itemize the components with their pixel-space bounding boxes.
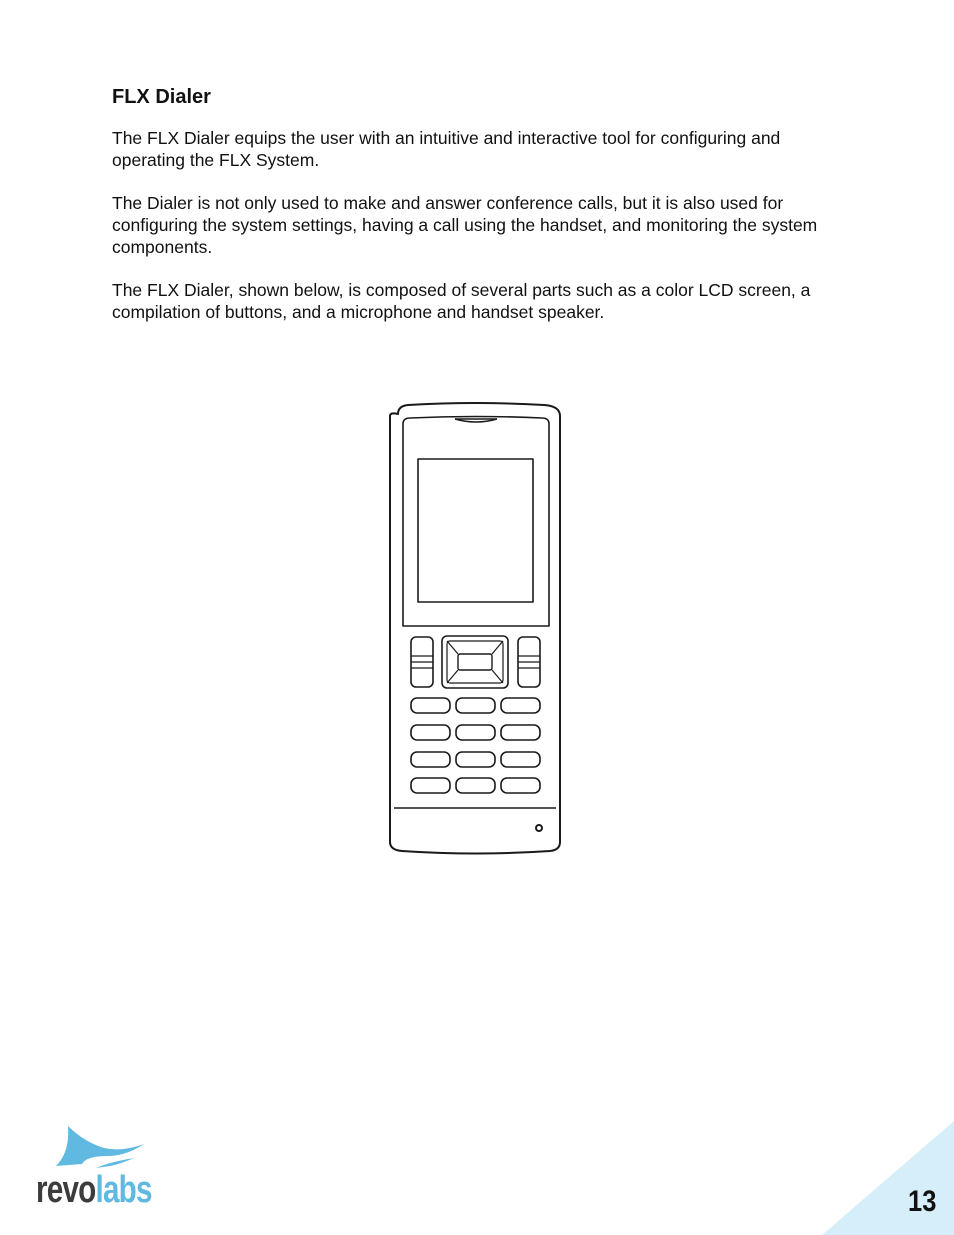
paragraph-intro: The FLX Dialer equips the user with an intuitive and interactive tool for configuring and operating the FLX System. <box>112 128 781 170</box>
logo-text-revo: revo <box>36 1169 96 1211</box>
key <box>501 752 540 767</box>
key <box>456 725 495 740</box>
screen-bezel <box>403 417 549 627</box>
key <box>456 778 495 793</box>
main-content <box>112 84 842 344</box>
key <box>411 778 450 793</box>
key <box>456 698 495 713</box>
lcd-screen <box>418 459 533 602</box>
key <box>411 725 450 740</box>
key <box>501 725 540 740</box>
keypad <box>411 698 540 793</box>
right-soft-key <box>518 637 540 687</box>
dialer-body-outline <box>390 403 560 854</box>
key <box>456 752 495 767</box>
left-soft-key <box>411 637 433 687</box>
microphone-icon <box>536 825 542 831</box>
revolabs-logo-text <box>36 1168 152 1212</box>
navigation-pad <box>442 636 508 688</box>
section-title: FLX Dialer <box>112 86 211 108</box>
key <box>411 698 450 713</box>
paragraph-parts: The FLX Dialer, shown below, is composed of several parts such as a color LCD screen, a compilation of buttons, and a microphone and handset speaker. <box>112 280 811 322</box>
paragraph-usage: The Dialer is not only used to make and answer conference calls, but it is also used for configuring the system settings, having a call using the handset, and monitoring the system components. <box>112 193 818 257</box>
key <box>411 752 450 767</box>
key <box>501 698 540 713</box>
key <box>501 778 540 793</box>
logo-text-labs: labs <box>95 1169 152 1211</box>
page-number: 13 <box>907 1185 936 1218</box>
flx-dialer-illustration <box>384 392 568 860</box>
